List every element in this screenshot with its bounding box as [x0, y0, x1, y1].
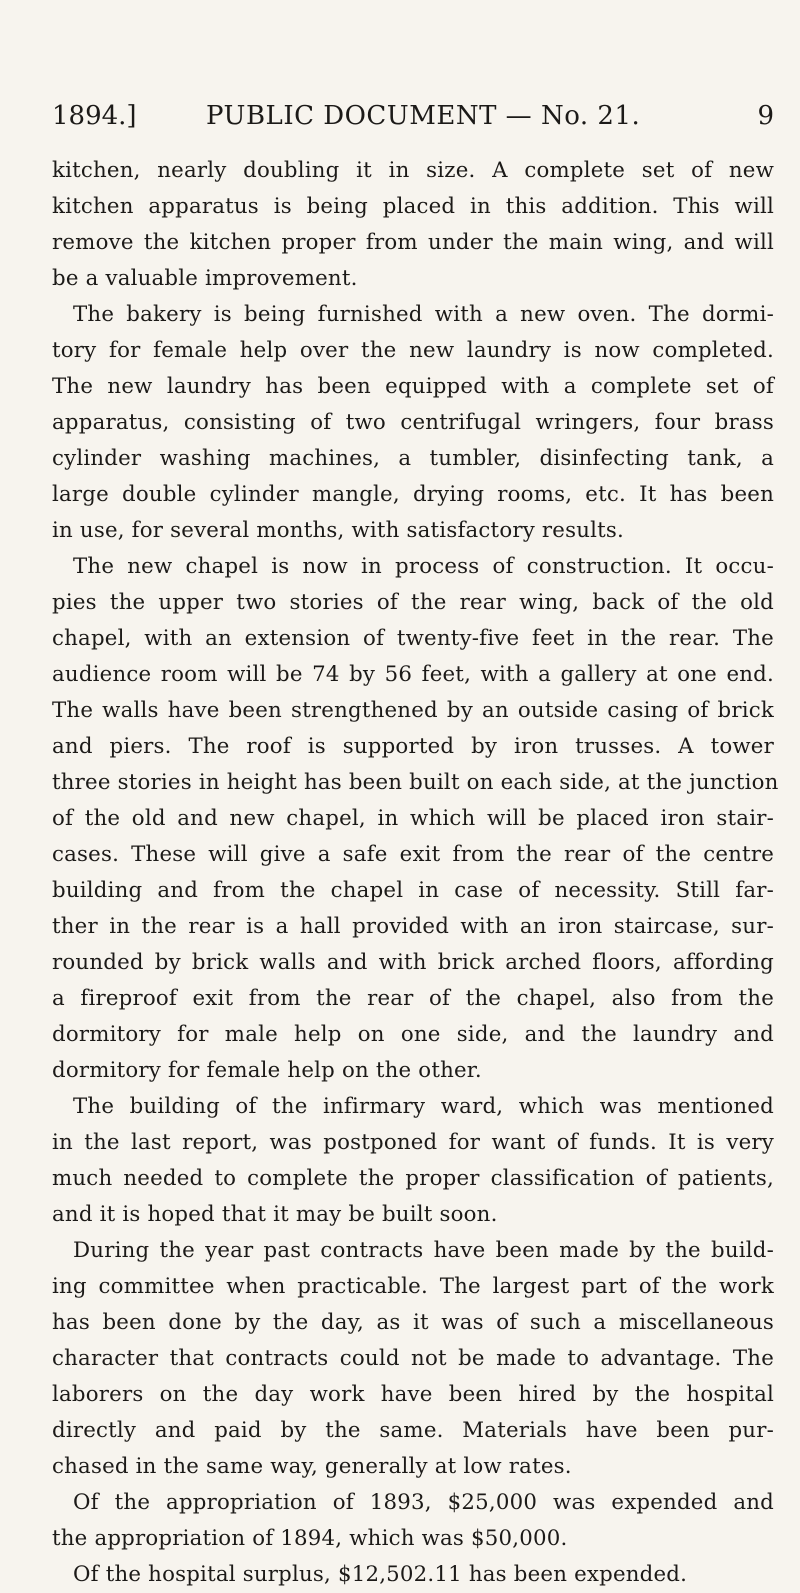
text-line: building and from the chapel in case of necessity. Still far- — [52, 878, 774, 903]
text-line: tory for female help over the new laundry is now completed. — [52, 338, 774, 363]
text-line: laborers on the day work have been hired by the hospital — [52, 1382, 774, 1407]
text-line: of the old and new chapel, in which will be placed iron stair- — [52, 806, 774, 831]
header-year: 1894.] — [52, 101, 137, 131]
text-line: The walls have been strengthened by an outside casing of brick — [52, 698, 774, 723]
text-line: dormitory for female help on the other. — [52, 1058, 482, 1083]
text-line: in use, for several months, with satisfactory results. — [52, 518, 625, 543]
text-line: three stories in height has been built on each side, at the junction — [52, 770, 779, 795]
text-line: in the last report, was postponed for want of funds. It is very — [52, 1130, 774, 1155]
text-line: directly and paid by the same. Materials have been pur- — [52, 1418, 774, 1443]
text-line: has been done by the day, as it was of such a miscellaneous — [52, 1310, 774, 1335]
text-line: a fireproof exit from the rear of the chapel, also from the — [52, 986, 774, 1011]
text-line: kitchen, nearly doubling it in size. A complete set of new — [52, 158, 774, 183]
text-line: cylinder washing machines, a tumbler, disinfecting tank, a — [52, 446, 774, 471]
text-line: cases. These will give a safe exit from the rear of the centre — [52, 842, 774, 867]
text-line: much needed to complete the proper classification of patients, — [52, 1166, 774, 1191]
text-line: kitchen apparatus is being placed in this addition. This will — [52, 194, 774, 219]
text-line: large double cylinder mangle, drying rooms, etc. It has been — [52, 482, 774, 507]
page-number: 9 — [757, 101, 774, 131]
text-line: During the year past contracts have been made by the build- — [73, 1238, 774, 1263]
text-line: audience room will be 74 by 56 feet, with a gallery at one end. — [52, 662, 774, 687]
text-line: remove the kitchen proper from under the main wing, and will — [52, 230, 774, 255]
header-title: PUBLIC DOCUMENT — No. 21. — [206, 101, 641, 131]
text-line: and piers. The roof is supported by iron trusses. A tower — [52, 734, 774, 759]
text-line: ing committee when practicable. The largest part of the work — [52, 1274, 774, 1299]
text-line: The new chapel is now in process of construction. It occu- — [73, 554, 774, 579]
text-line: chased in the same way, generally at low rates. — [52, 1454, 572, 1479]
text-line: and it is hoped that it may be built soon. — [52, 1202, 498, 1227]
text-line: Of the hospital surplus, $12,502.11 has been expended. — [73, 1562, 688, 1587]
text-line: Of the appropriation of 1893, $25,000 was expended and — [73, 1490, 774, 1515]
text-line: pies the upper two stories of the rear wing, back of the old — [52, 590, 774, 615]
text-line: apparatus, consisting of two centrifugal wringers, four brass — [52, 410, 774, 435]
running-header — [52, 99, 774, 133]
text-line: The building of the infirmary ward, which was mentioned — [73, 1094, 774, 1119]
text-line: The bakery is being furnished with a new oven. The dormi- — [73, 302, 774, 327]
text-line: the appropriation of 1894, which was $50,000. — [52, 1526, 568, 1551]
text-line: chapel, with an extension of twenty-five feet in the rear. The — [52, 626, 774, 651]
body-text — [52, 153, 779, 1593]
text-line: be a valuable improvement. — [52, 266, 358, 291]
text-line: dormitory for male help on one side, and the laundry and — [52, 1022, 774, 1047]
text-line: The new laundry has been equipped with a complete set of — [52, 374, 774, 399]
text-line: ther in the rear is a hall provided with an iron staircase, sur- — [52, 914, 774, 939]
text-line: character that contracts could not be made to advantage. The — [52, 1346, 774, 1371]
text-line: rounded by brick walls and with brick arched floors, affording — [52, 950, 774, 975]
